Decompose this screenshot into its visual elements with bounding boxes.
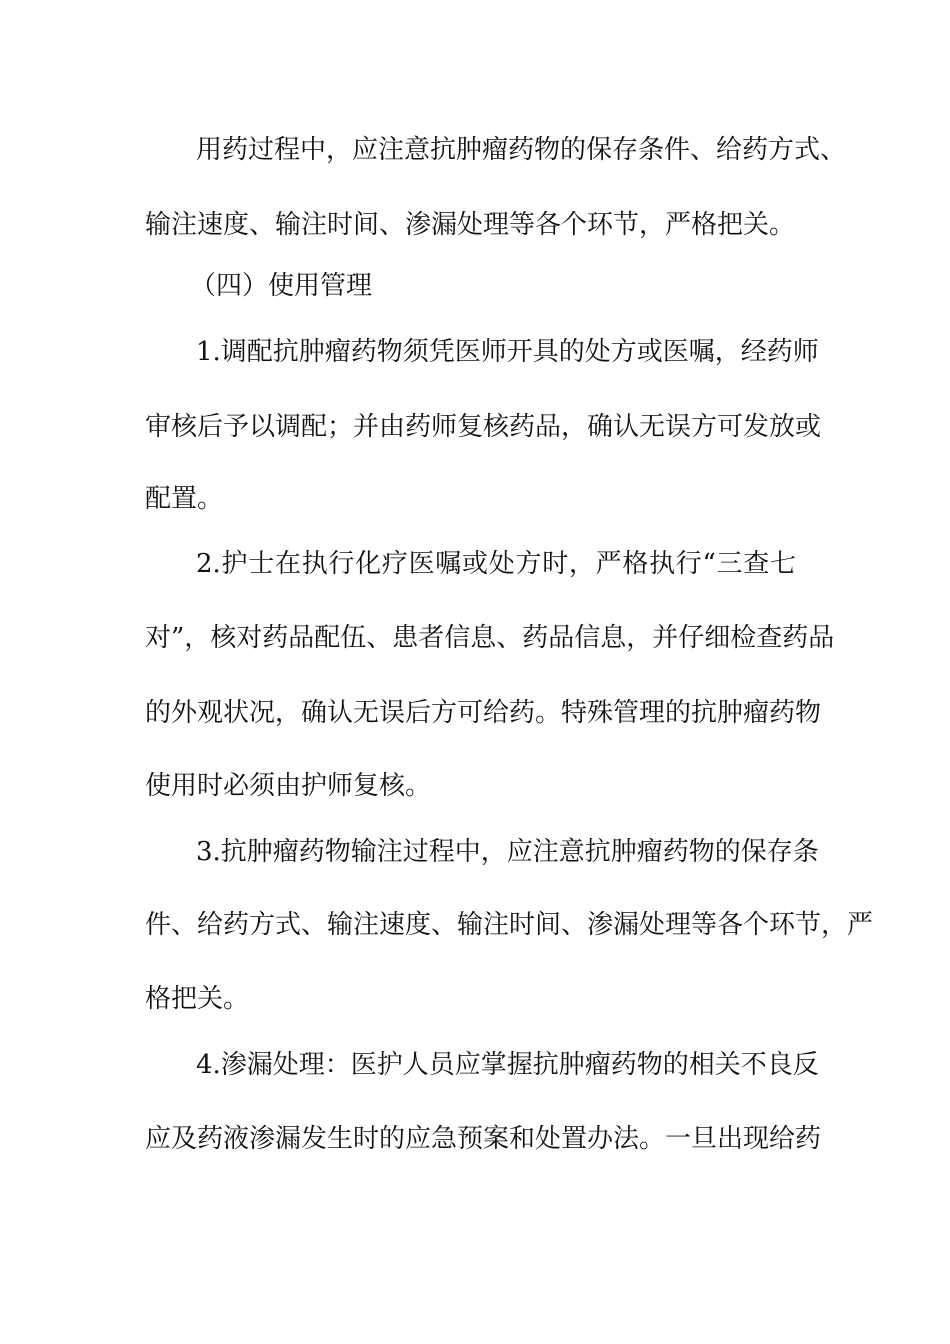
- line-text: 1.调配抗肿瘤药物须凭医师开具的处方或医嘱，经药师: [196, 337, 819, 367]
- heading-text: （四）使用管理: [190, 271, 373, 301]
- text-line: [0, 205, 950, 245]
- line-text: 使用时必须由护师复核。: [145, 771, 432, 801]
- line-text: 格把关。: [145, 984, 250, 1014]
- text-line: [0, 544, 950, 584]
- text-line: [0, 479, 950, 519]
- line-text: 用药过程中，应注意抗肿瘤药物的保存条件、给药方式、: [196, 135, 847, 165]
- line-text: 2.护士在执行化疗医嘱或处方时，严格执行“三查七: [196, 549, 796, 579]
- line-text: 的外观状况，确认无误后方可给药。特殊管理的抗肿瘤药物: [145, 698, 822, 728]
- text-line: [0, 766, 950, 806]
- text-line: [0, 832, 950, 872]
- text-line: [0, 905, 950, 945]
- text-line: [0, 407, 950, 447]
- line-text: 配置。: [145, 484, 224, 514]
- text-line: [0, 618, 950, 658]
- text-line: [0, 979, 950, 1019]
- line-text: 输注速度、输注时间、渗漏处理等各个环节，严格把关。: [145, 210, 796, 240]
- section-heading: [0, 266, 950, 306]
- text-line: [0, 1119, 950, 1159]
- line-text: 4.渗漏处理：医护人员应掌握抗肿瘤药物的相关不良反: [196, 1050, 819, 1080]
- line-text: 应及药液渗漏发生时的应急预案和处置办法。一旦出现给药: [145, 1124, 822, 1154]
- line-text: 件、给药方式、输注速度、输注时间、渗漏处理等各个环节，严: [145, 910, 874, 940]
- text-line: [0, 332, 950, 372]
- line-text: 审核后予以调配；并由药师复核药品，确认无误方可发放或: [145, 412, 822, 442]
- text-line: [0, 693, 950, 733]
- text-line: [0, 130, 950, 170]
- text-line: [0, 1045, 950, 1085]
- line-text: 3.抗肿瘤药物输注过程中，应注意抗肿瘤药物的保存条: [196, 837, 819, 867]
- line-text: 对”，核对药品配伍、患者信息、药品信息，并仔细检查药品: [145, 623, 835, 653]
